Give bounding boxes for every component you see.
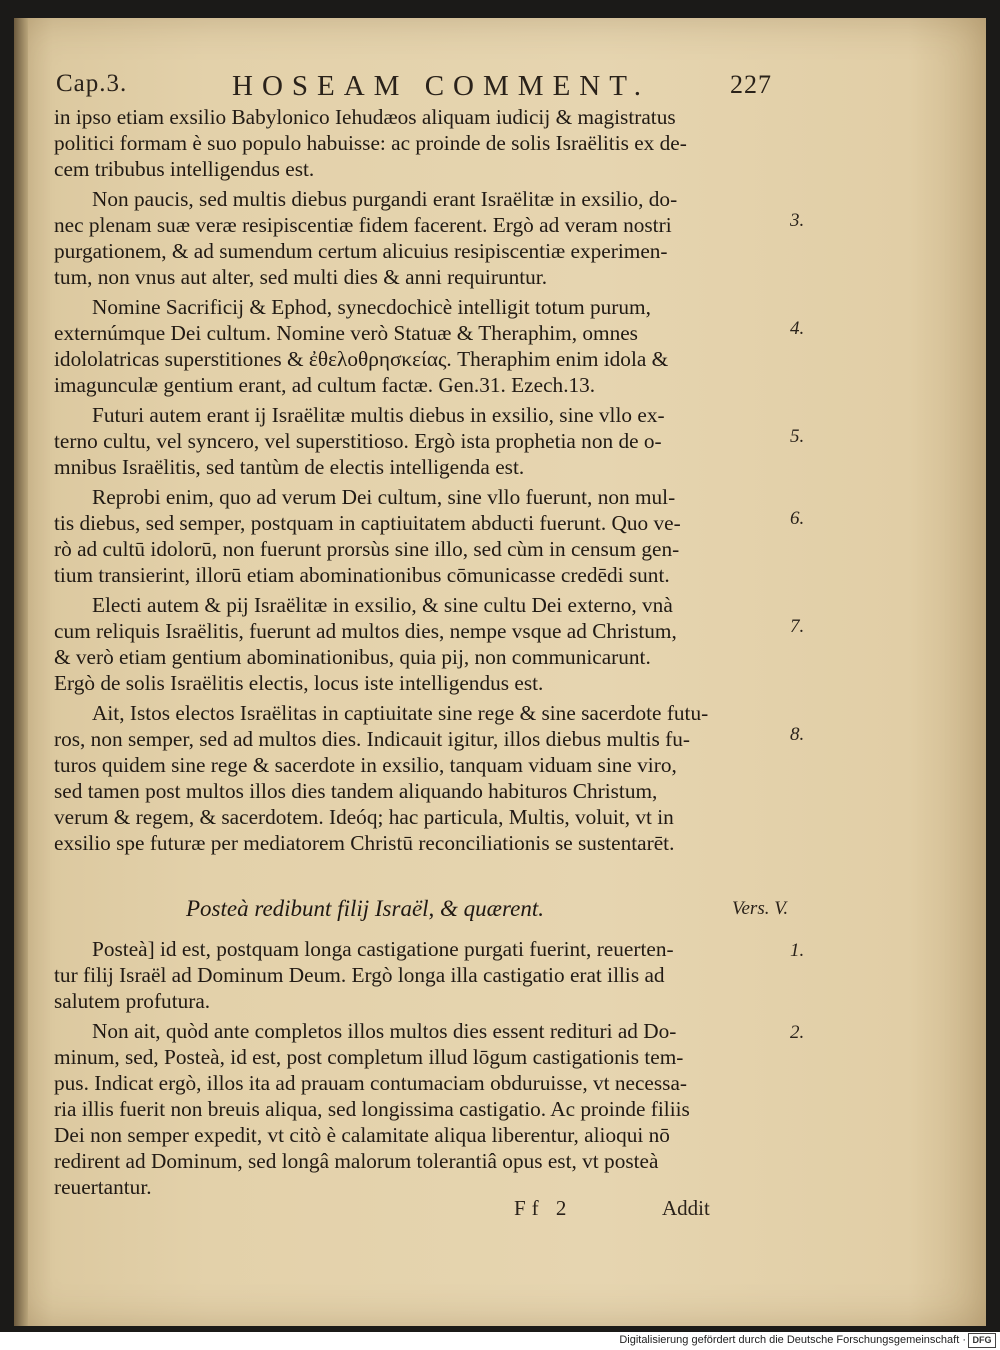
running-head-chapter: Cap.3.: [56, 70, 128, 97]
text-line: in ipso etiam exsilio Babylonico Iehudæos aliquam iudicij & magistratus: [54, 105, 676, 129]
text-line: tis diebus, sed semper, postquam in captiuitatem abducti fuerunt. Quo ve-: [54, 511, 681, 535]
text-line: Non ait, quòd ante completos illos multos dies essent redituri ad Do-: [92, 1019, 677, 1043]
text-line: Ergò de solis Israëlitis electis, locus iste intelligendus est.: [54, 671, 544, 695]
margin-note: 4.: [790, 318, 805, 339]
text-line: ria illis fuerit non breuis aliqua, sed longissima castigatio. Ac proinde filiis: [54, 1097, 690, 1121]
text-line: politici formam è suo populo habuisse: ac proinde de solis Israëlitis ex de-: [54, 131, 687, 155]
catchword: Addit: [662, 1196, 710, 1220]
text-line: rò ad cultū idolorū, non fuerunt prorsùs sine illo, sed cùm in censum gen-: [54, 537, 680, 561]
verse-reference: Vers. V.: [732, 898, 789, 919]
text-line: sed tamen post multos illos dies tandem aliquando habituros Christum,: [54, 779, 658, 803]
text-line: turos quidem sine rege & sacerdote in exsilio, tanquam viduam sine viro,: [54, 753, 677, 777]
page-gutter-shadow: [14, 18, 28, 1326]
text-line: Posteà] id est, postquam longa castigatione purgati fuerint, reuerten-: [92, 937, 674, 961]
margin-note: 1.: [790, 940, 805, 961]
text-line: externúmque Dei cultum. Nomine verò Statuæ & Theraphim, omnes: [54, 321, 638, 345]
text-line: purgationem, & ad sumendum certum alicuius resipiscentiæ experimen-: [54, 239, 668, 263]
margin-note: 2.: [790, 1022, 805, 1043]
page-number: 227: [730, 70, 772, 99]
text-line: Reprobi enim, quo ad verum Dei cultum, sine vllo fuerunt, non mul-: [92, 485, 676, 509]
text-line: cum reliquis Israëlitis, fuerunt ad multos dies, nempe vsque ad Christum,: [54, 619, 677, 643]
running-head-title: HOSEAM COMMENT.: [232, 70, 651, 102]
text-line: pus. Indicat ergò, illos ita ad prauam contumaciam obduruisse, vt necessa-: [54, 1071, 688, 1095]
text-line: ros, non semper, sed ad multos dies. Indicauit igitur, illos diebus multis fu-: [54, 727, 690, 751]
margin-note: 7.: [790, 616, 805, 637]
section-heading: Posteà redibunt filij Israël, & quærent.: [186, 896, 544, 921]
text-line: reuertantur.: [54, 1175, 152, 1199]
text-line: cem tribubus intelligendus est.: [54, 157, 315, 181]
text-line: salutem profutura.: [54, 989, 211, 1013]
text-line: Futuri autem erant ij Israëlitæ multis diebus in exsilio, sine vllo ex-: [92, 403, 665, 427]
text-line: verum & regem, & sacerdotem. Ideóq; hac particula, Multis, voluit, vt in: [54, 805, 674, 829]
book-page: [14, 18, 986, 1326]
text-line: Ait, Istos electos Israëlitas in captiuitate sine rege & sine sacerdote futu-: [92, 701, 709, 725]
text-line: tur filij Israël ad Dominum Deum. Ergò longa illa castigatio erat illis ad: [54, 963, 665, 987]
text-line: minum, sed, Posteà, id est, post completum illud lōgum castigationis tem-: [54, 1045, 684, 1069]
text-line: nec plenam suæ veræ resipiscentiæ fidem facerent. Ergò ad veram nostri: [54, 213, 672, 237]
text-line: redirent ad Dominum, sed longâ malorum tolerantiâ opus est, vt posteà: [54, 1149, 659, 1173]
dfg-logo: DFG: [968, 1333, 996, 1348]
text-line: imagunculæ gentium erant, ad cultum factæ. Gen.31. Ezech.13.: [54, 373, 596, 397]
text-line: Non paucis, sed multis diebus purgandi erant Israëlitæ in exsilio, do-: [92, 187, 678, 211]
margin-note: 6.: [790, 508, 805, 529]
text-line: Electi autem & pij Israëlitæ in exsilio, & sine cultu Dei externo, vnà: [92, 593, 673, 617]
text-line: tum, non vnus aut alter, sed multi dies & anni requiruntur.: [54, 265, 548, 289]
signature-mark: Ff 2: [514, 1196, 573, 1220]
digitization-credit: Digitalisierung gefördert durch die Deutsche Forschungsgemeinschaft ·: [619, 1334, 966, 1346]
text-line: Nomine Sacrificij & Ephod, synecdochicè intelligit totum purum,: [92, 295, 651, 319]
text-line: tium transierint, illorū etiam abominationibus cōmunicasse credēdi sunt.: [54, 563, 670, 587]
text-line: exsilio spe futuræ per mediatorem Christū reconciliationis se sustentarēt.: [54, 831, 675, 855]
text-line: & verò etiam gentium abominationibus, quia pij, non communicarunt.: [54, 645, 651, 669]
margin-note: 5.: [790, 426, 805, 447]
text-line: mnibus Israëlitis, sed tantùm de electis intelligenda est.: [54, 455, 525, 479]
text-line: Dei non semper expedit, vt citò è calamitate aliqua liberentur, alioqui nō: [54, 1123, 670, 1147]
margin-note: 8.: [790, 724, 805, 745]
text-line: terno cultu, vel syncero, vel superstitioso. Ergò ista prophetia non de o-: [54, 429, 662, 453]
text-line: idololatricas superstitiones & ἐθελοθρησκείας. Theraphim enim idola &: [54, 347, 669, 371]
margin-note: 3.: [790, 210, 805, 231]
